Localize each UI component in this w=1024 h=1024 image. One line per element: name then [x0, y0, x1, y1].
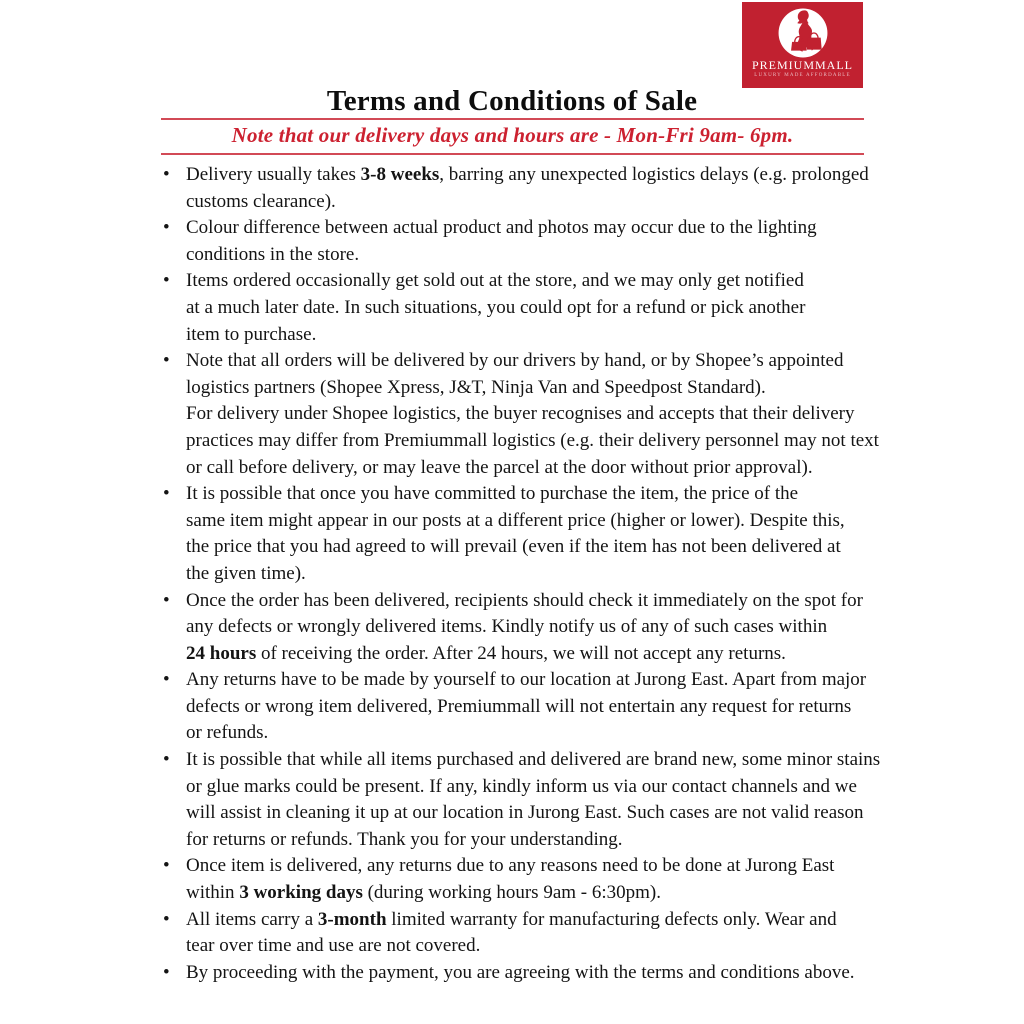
brand-logo — [742, 2, 863, 88]
term-line: • Items ordered occasionally get sold out at the store, and we may only get notified — [186, 270, 804, 292]
term-line: • Note that all orders will be delivered by our drivers by hand, or by Shopee’s appointed — [186, 350, 844, 372]
term-line: the given time). — [186, 562, 306, 584]
term-item — [160, 588, 880, 668]
term-line: conditions in the store. — [186, 243, 360, 265]
term-line: practices may differ from Premiummall logistics (e.g. their delivery personnel may not text — [186, 429, 879, 451]
term-line: • By proceeding with the payment, you are agreeing with the terms and conditions above. — [186, 961, 855, 983]
term-line: at a much later date. In such situations, you could opt for a refund or pick another — [186, 296, 806, 318]
term-item — [160, 907, 880, 960]
brand-tagline: LUXURY MADE AFFORDABLE — [754, 73, 851, 78]
term-item — [160, 162, 880, 215]
term-line: for returns or refunds. Thank you for your understanding. — [186, 828, 623, 850]
term-line: • Once the order has been delivered, recipients should check it immediately on the spot for — [186, 589, 863, 611]
term-line: • Any returns have to be made by yourself to our location at Jurong East. Apart from major — [186, 669, 867, 691]
term-line: within 3 working days (during working hours 9am - 6:30pm). — [186, 882, 661, 904]
term-item — [160, 853, 880, 906]
term-item — [160, 348, 880, 481]
term-line: • Once item is delivered, any returns due to any reasons need to be done at Jurong East — [186, 855, 835, 877]
term-item — [160, 747, 880, 853]
terms-list — [160, 162, 880, 986]
delivery-notice-text: Note that our delivery days and hours are - Mon-Fri 9am- 6pm. — [231, 123, 794, 147]
term-line: • Colour difference between actual product and photos may occur due to the lighting — [186, 217, 817, 239]
term-line: or call before delivery, or may leave the parcel at the door without prior approval). — [186, 456, 813, 478]
term-line: same item might appear in our posts at a different price (higher or lower). Despite this, — [186, 509, 845, 531]
term-line: customs clearance). — [186, 190, 336, 212]
term-item — [160, 667, 880, 747]
term-line: • All items carry a 3-month limited warranty for manufacturing defects only. Wear and — [186, 908, 837, 930]
term-line: • Delivery usually takes 3-8 weeks, barring any unexpected logistics delays (e.g. prolonged — [186, 164, 869, 185]
term-line: • It is possible that while all items purchased and delivered are brand new, some minor stains — [186, 749, 881, 771]
term-line: the price that you had agreed to will prevail (even if the item has not been delivered at — [186, 536, 841, 558]
term-item — [160, 268, 880, 348]
term-line: defects or wrong item delivered, Premiummall will not entertain any request for returns — [186, 695, 852, 717]
term-item — [160, 481, 880, 587]
term-line: 24 hours of receiving the order. After 24 hours, we will not accept any returns. — [186, 642, 786, 664]
woman-with-shopping-bags-icon — [777, 7, 829, 59]
term-line: tear over time and use are not covered. — [186, 935, 481, 957]
term-line: will assist in cleaning it up at our location in Jurong East. Such cases are not valid reason — [186, 802, 864, 824]
brand-name: PREMIUMMALL — [751, 58, 853, 72]
term-line: For delivery under Shopee logistics, the buyer recognises and accepts that their delivery — [186, 403, 855, 425]
term-line: or glue marks could be present. If any, kindly inform us via our contact channels and we — [186, 775, 857, 797]
delivery-notice-band — [161, 118, 864, 155]
term-line: item to purchase. — [186, 323, 317, 345]
term-item — [160, 215, 880, 268]
term-line: or refunds. — [186, 722, 269, 744]
term-line: any defects or wrongly delivered items. Kindly notify us of any of such cases within — [186, 616, 828, 638]
term-line: • It is possible that once you have committed to purchase the item, the price of the — [186, 483, 799, 505]
page-title: Terms and Conditions of Sale — [326, 85, 698, 118]
term-line: logistics partners (Shopee Xpress, J&T, Ninja Van and Speedpost Standard). — [186, 376, 766, 398]
term-item — [160, 960, 880, 987]
